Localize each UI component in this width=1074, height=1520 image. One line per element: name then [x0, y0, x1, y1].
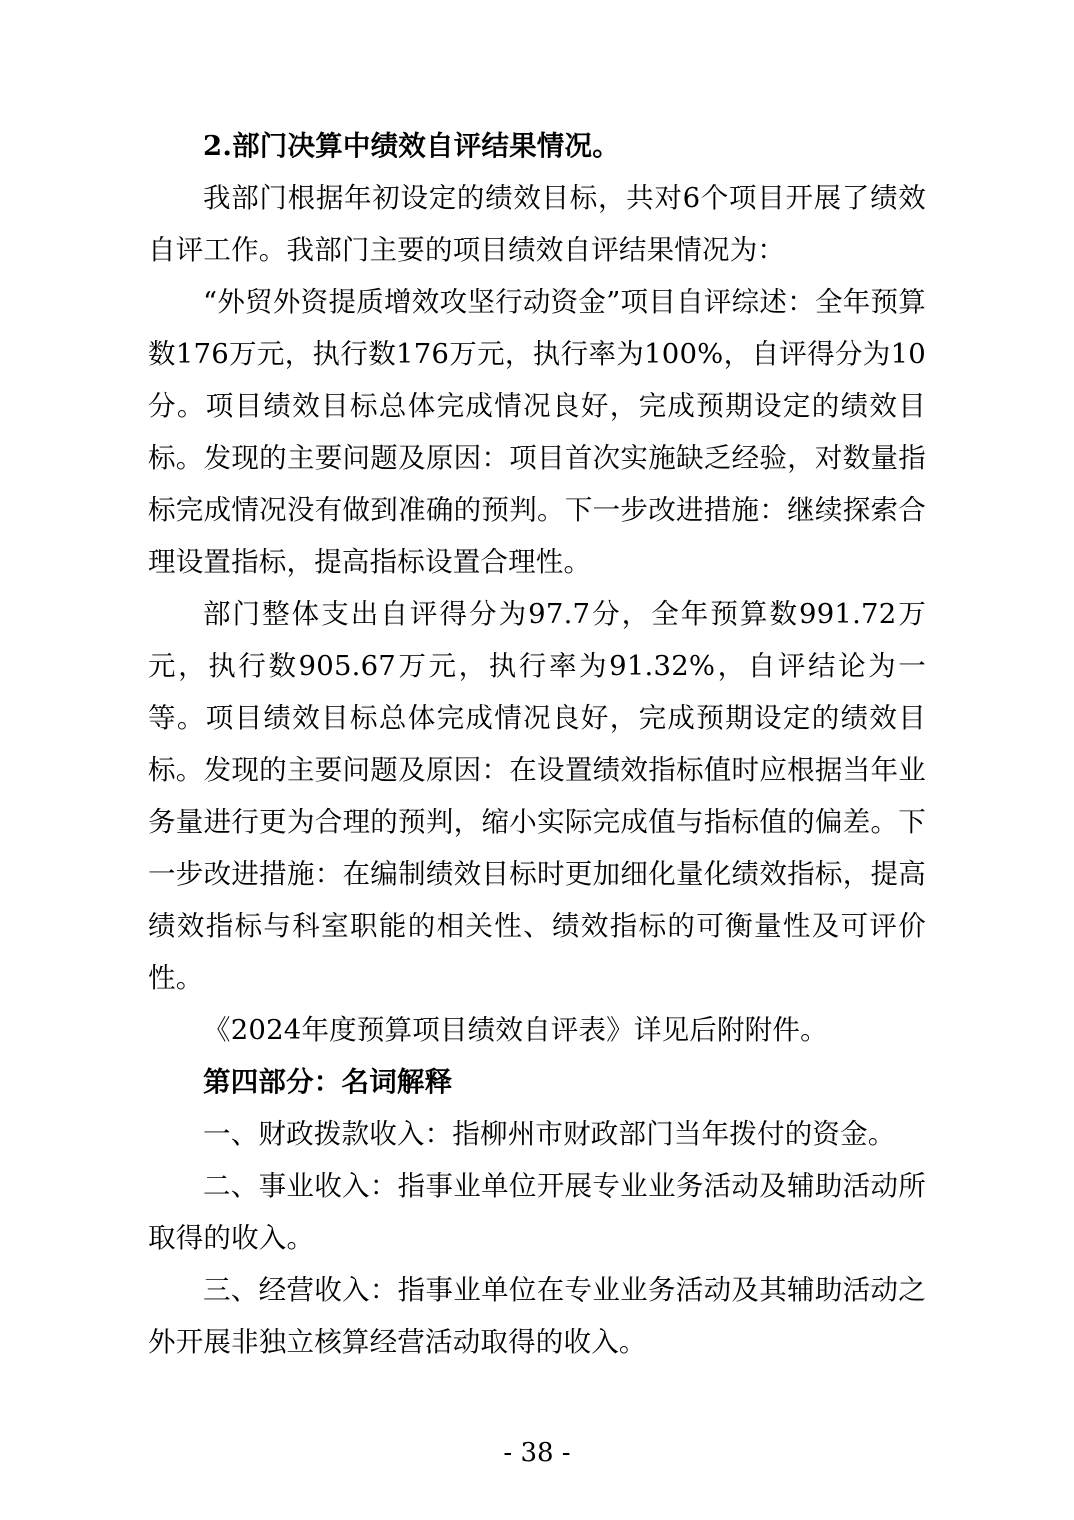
paragraph-term-business-income: 二、事业收入：指事业单位开展专业业务活动及辅助活动所取得的收入。 — [148, 1170, 926, 1254]
paragraph-term-operating-income: 三、经营收入：指事业单位在专业业务活动及其辅助活动之外开展非独立核算经营活动取得的收入。 — [148, 1274, 926, 1358]
paragraph-attachment-note: 《2024年度预算项目绩效自评表》详见后附附件。 — [203, 1014, 828, 1046]
section-heading-performance-self-evaluation: 2.部门决算中绩效自评结果情况。 — [203, 130, 620, 162]
document-body — [148, 120, 926, 1368]
paragraph-department-overall-expenditure: 部门整体支出自评得分为97.7分，全年预算数991.72万元，执行数905.67万元，执行率为91.32%，自评结论为一等。项目绩效目标总体完成情况良好，完成预期设定的绩效目标。发现的主要问题及原因：在设置绩效指标值时应根据当年业务量进行更为合理的预判，缩小实际完成值与指标值的偏差。下一步改进措施：在编制绩效目标时更加细化量化绩效指标，提高绩效指标与科室职能的相关性、绩效指标的可衡量性及可评价性。 — [148, 598, 926, 994]
paragraph-self-evaluation-overview: 我部门根据年初设定的绩效目标，共对6个项目开展了绩效自评工作。我部门主要的项目绩效自评结果情况为： — [148, 182, 926, 266]
section-heading-part-four-terms: 第四部分：名词解释 — [203, 1066, 453, 1098]
paragraph-project-foreign-trade-fund: “外贸外资提质增效攻坚行动资金”项目自评综述：全年预算数176万元，执行数176万元，执行率为100%，自评得分为10分。项目绩效目标总体完成情况良好，完成预期设定的绩效目标。发现的主要问题及原因：项目首次实施缺乏经验，对数量指标完成情况没有做到准确的预判。下一步改进措施：继续探索合理设置指标，提高指标设置合理性。 — [148, 286, 926, 578]
page-number: - 38 - — [503, 1438, 571, 1468]
paragraph-term-fiscal-appropriation-income: 一、财政拨款收入：指柳州市财政部门当年拨付的资金。 — [203, 1118, 896, 1150]
